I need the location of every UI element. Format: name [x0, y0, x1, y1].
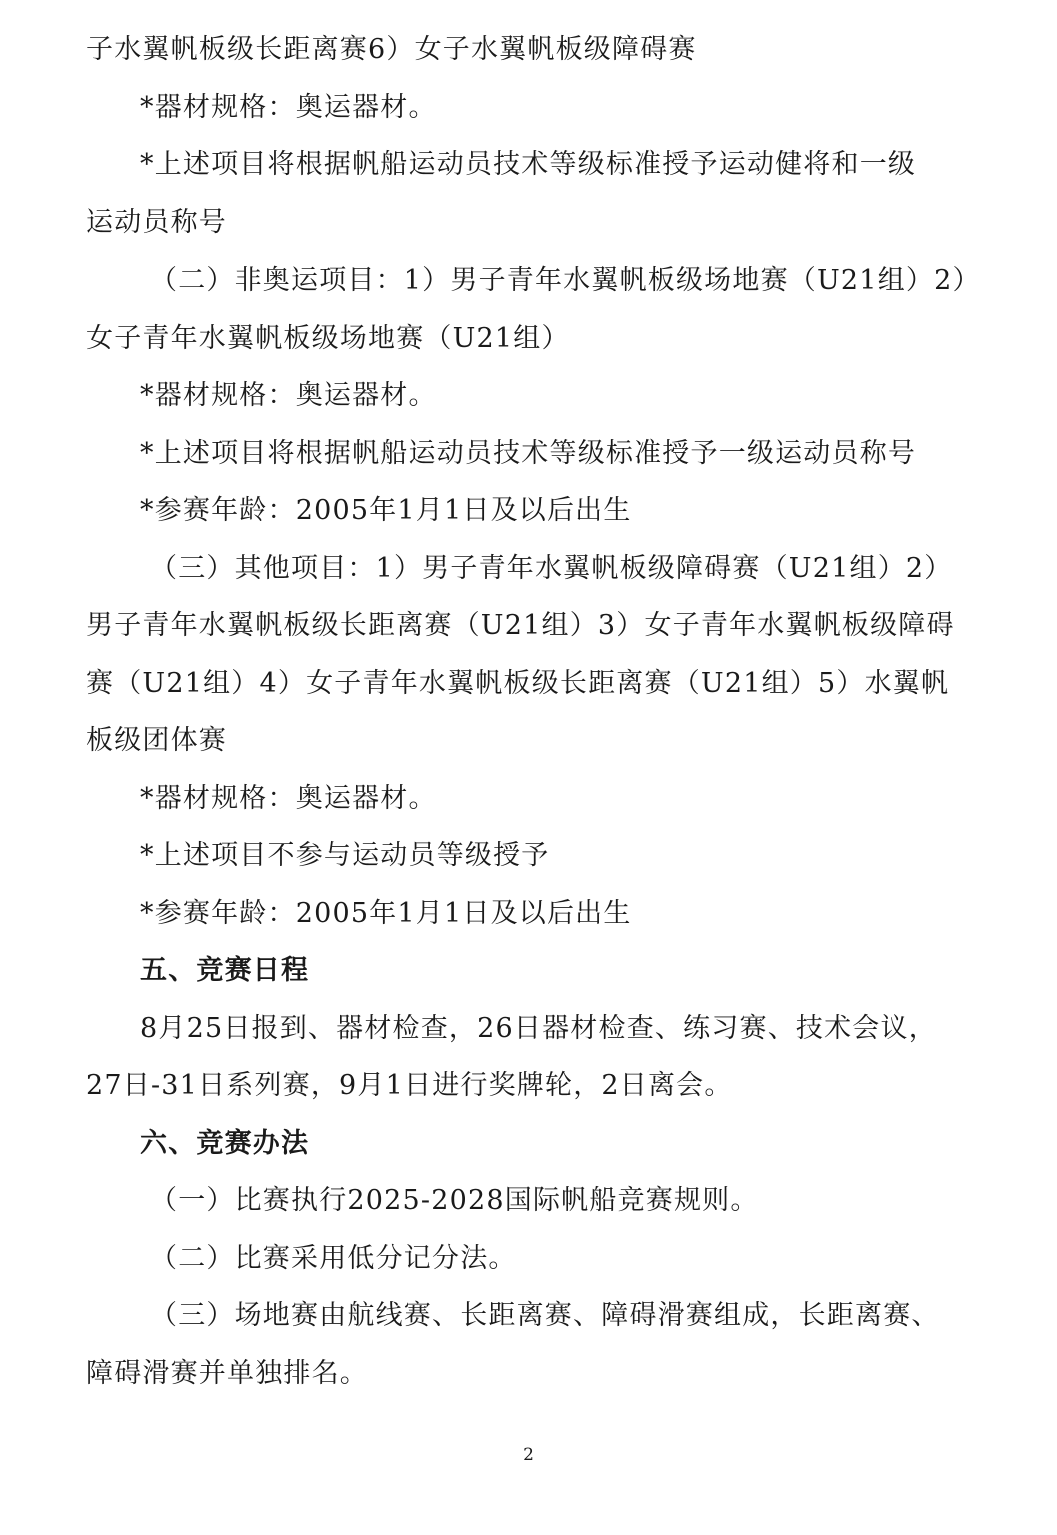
text-line: *器材规格：奥运器材。	[140, 380, 437, 411]
text-line: *上述项目将根据帆船运动员技术等级标准授予运动健将和一级	[140, 149, 917, 180]
text-line: （三）其他项目：1）男子青年水翼帆板级障碍赛（U21组）2）	[150, 553, 953, 584]
text-line: 女子青年水翼帆板级场地赛（U21组）	[86, 323, 570, 354]
page-number: 2	[523, 1445, 534, 1465]
text-line: 子水翼帆板级长距离赛6）女子水翼帆板级障碍赛	[86, 34, 697, 65]
text-line: *器材规格：奥运器材。	[140, 783, 437, 814]
text-line: 运动员称号	[86, 207, 227, 238]
section-heading: 六、竞赛办法	[140, 1128, 310, 1159]
text-line: *上述项目不参与运动员等级授予	[140, 840, 550, 871]
text-line: *上述项目将根据帆船运动员技术等级标准授予一级运动员称号	[140, 438, 917, 469]
text-line: 27日-31日系列赛，9月1日进行奖牌轮，2日离会。	[86, 1070, 733, 1101]
text-line: *参赛年龄：2005年1月1日及以后出生	[140, 495, 632, 526]
text-line: 板级团体赛	[86, 725, 227, 756]
text-line: 障碍滑赛并单独排名。	[86, 1358, 368, 1389]
text-line: 8月25日报到、器材检查，26日器材检查、练习赛、技术会议，	[140, 1013, 937, 1044]
text-line: 男子青年水翼帆板级长距离赛（U21组）3）女子青年水翼帆板级障碍	[86, 610, 955, 641]
text-line: （二）非奥运项目：1）男子青年水翼帆板级场地赛（U21组）2）	[150, 265, 981, 296]
text-line: （三）场地赛由航线赛、长距离赛、障碍滑赛组成，长距离赛、	[150, 1300, 940, 1331]
text-line: 赛（U21组）4）女子青年水翼帆板级长距离赛（U21组）5）水翼帆	[86, 668, 950, 699]
text-line: *参赛年龄：2005年1月1日及以后出生	[140, 898, 632, 929]
text-line: （二）比赛采用低分记分法。	[150, 1243, 517, 1274]
text-line: （一）比赛执行2025-2028国际帆船竞赛规则。	[150, 1185, 759, 1216]
section-heading: 五、竞赛日程	[140, 955, 310, 986]
text-line: *器材规格：奥运器材。	[140, 92, 437, 123]
